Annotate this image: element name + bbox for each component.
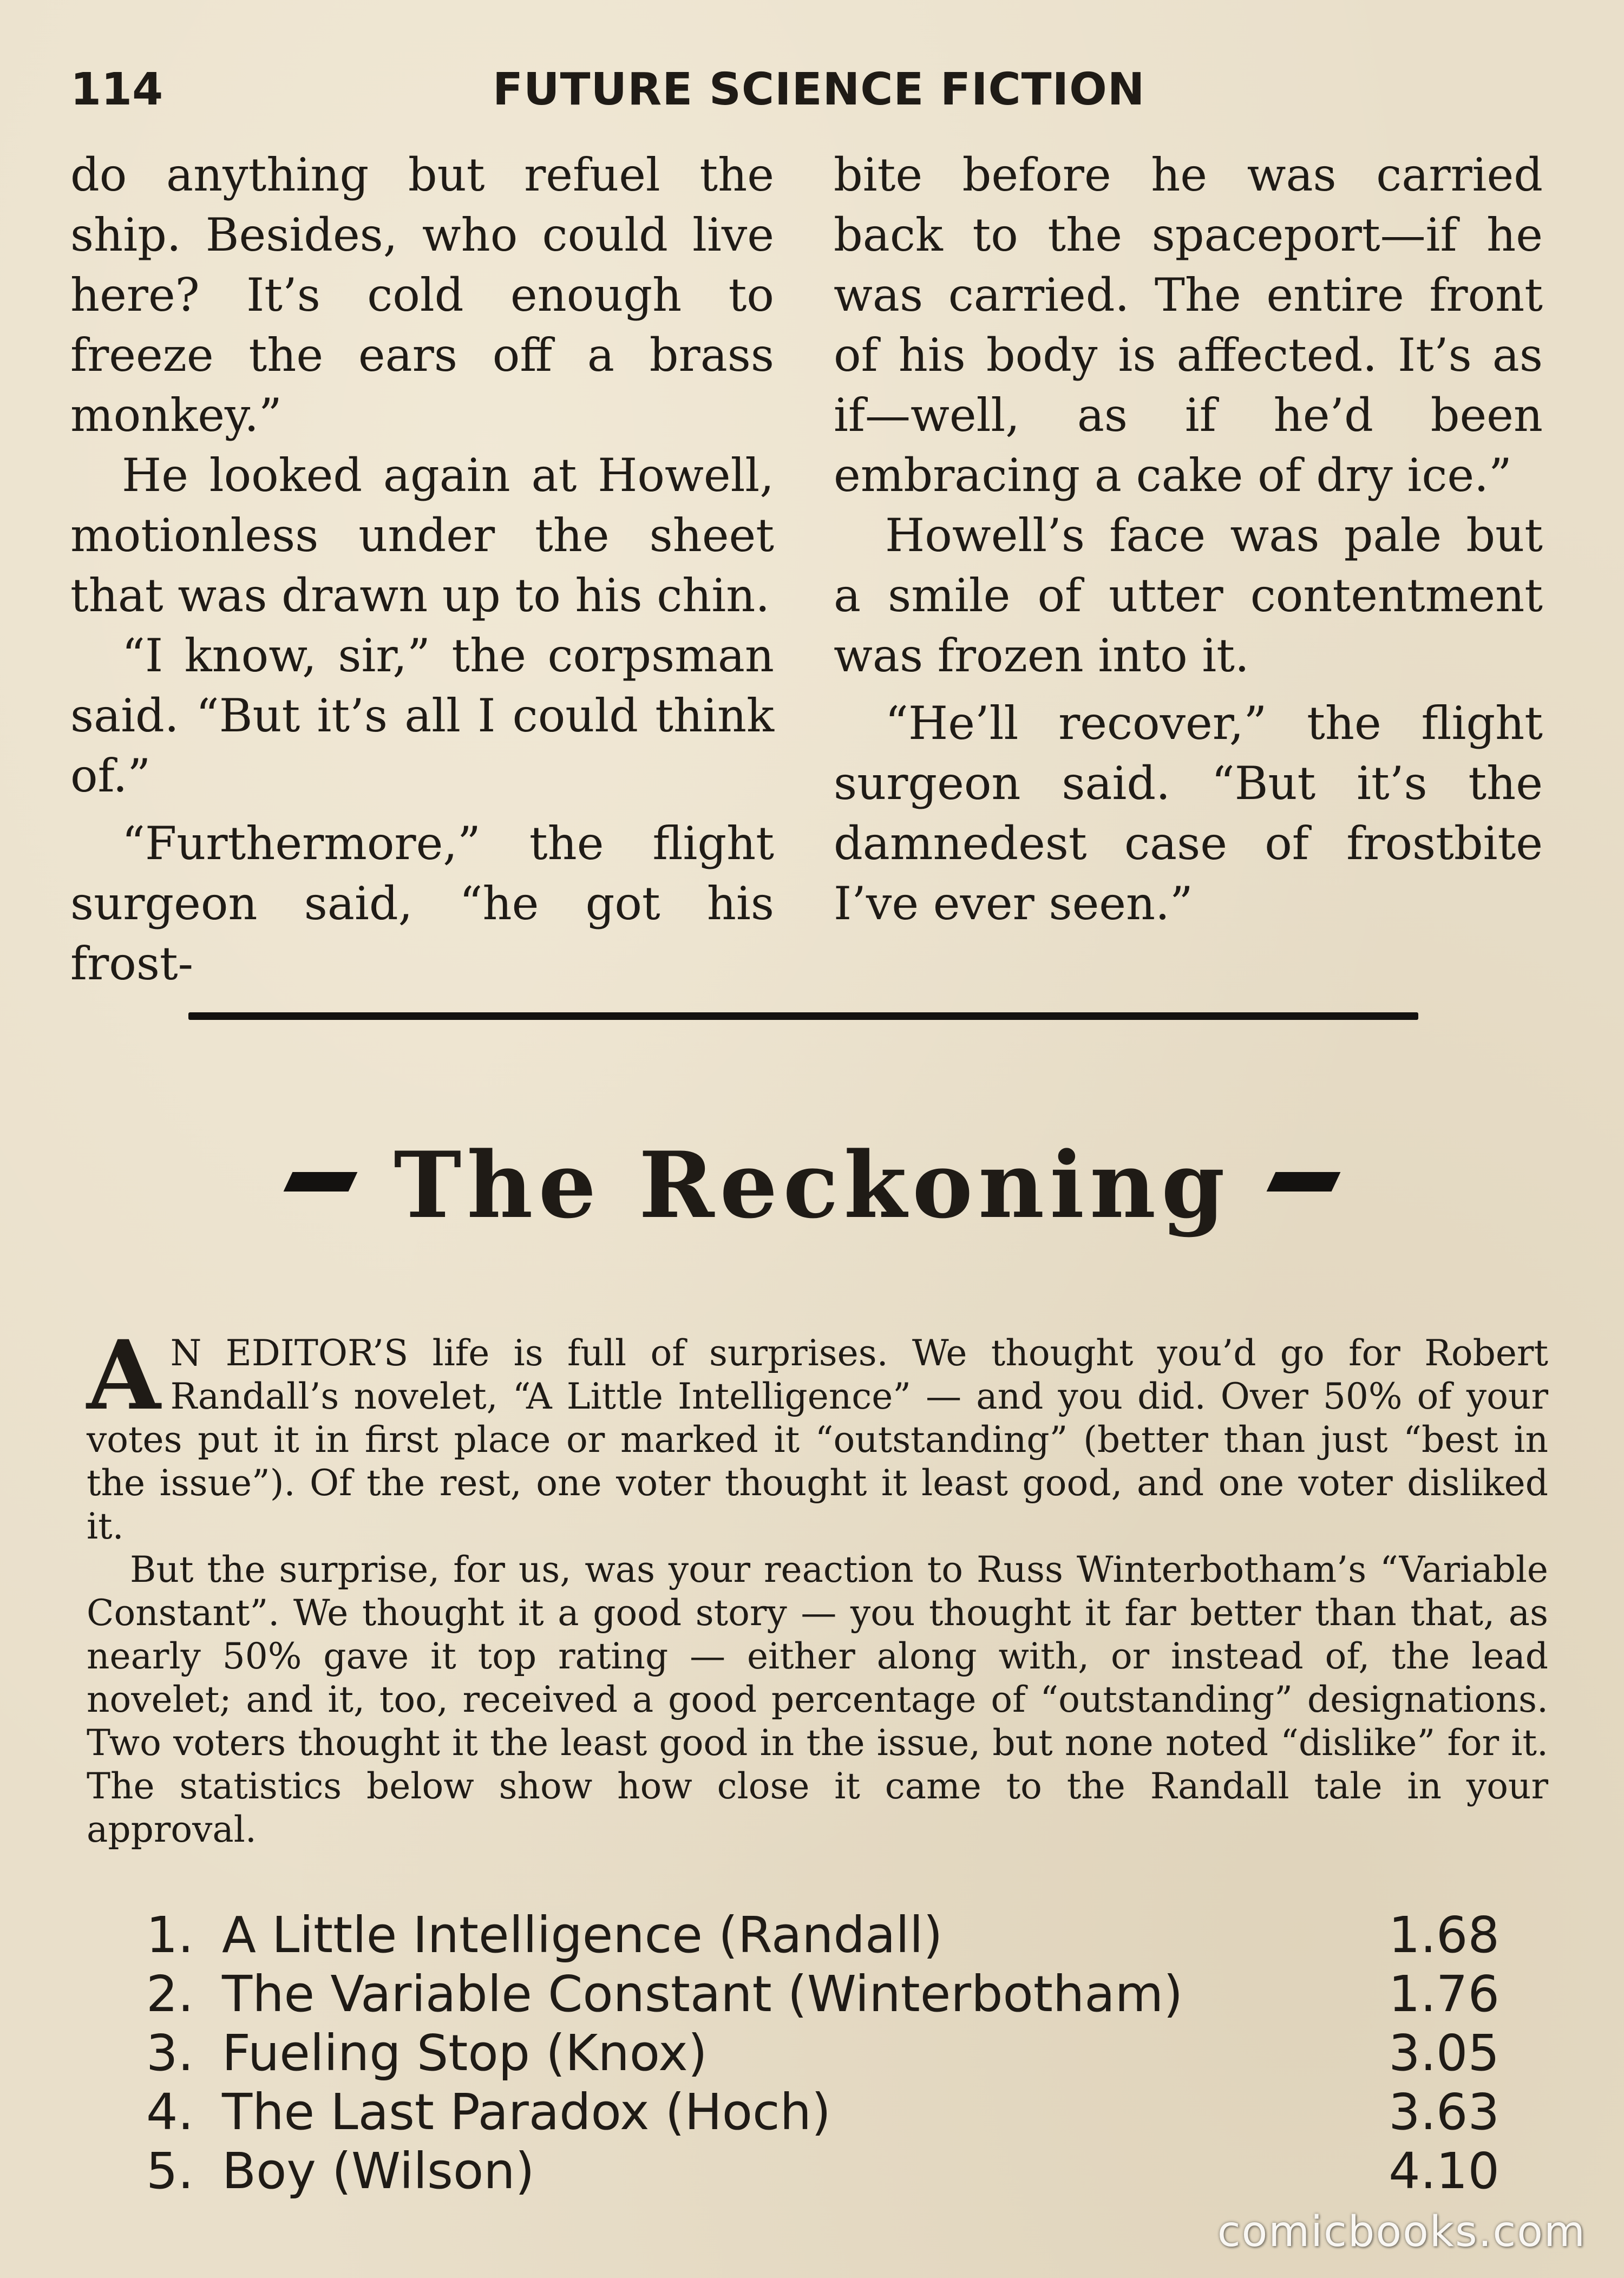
section-heading (0, 1131, 1624, 1239)
rating-rank: 2. (146, 1965, 194, 2023)
page-number: 114 (70, 64, 163, 115)
rating-rank: 1. (146, 1906, 194, 1964)
story-ratings-list (146, 1906, 1499, 2201)
rating-story-title: A Little Intelligence (Randall) (222, 1906, 943, 1964)
story-paragraph: He looked again at Howell, motionless under the sheet that was drawn up to his chin. (70, 449, 774, 622)
rating-story-title: Boy (Wilson) (222, 2142, 535, 2200)
editorial-paragraph: But the surprise, for us, was your reaction to Russ Winterbotham’s “Variable Constant”. We thought it a good story — you thought it far better than that, as nearly 50% gave it top rating — either along with, or instead of, the lead novelet; and it, too, received a good percentage of “outstanding” designations. Two voters thought it the least good in the issue, but none noted “dislike” for it. The statistics below show how close it came to the Randall tale in your approval. (87, 1549, 1548, 1850)
rating-row (146, 1906, 1499, 1965)
rating-score: 1.76 (1389, 1965, 1499, 2023)
rating-story-title: Fueling Stop (Knox) (222, 2024, 708, 2082)
editorial-paragraph-text: N EDITOR’S life is full of surprises. We thought you’d go for Robert Randall’s novelet, “A Little Intelligence” — and you did. Over 50% of your votes put it in first place or marked it “outstanding” (better than just “best in the issue”). Of the rest, one voter thought it least good, and one voter disliked it. (87, 1332, 1548, 1547)
story-paragraph: Howell’s face was pale but a smile of utter contentment was frozen into it. (834, 509, 1543, 682)
left-dash-ornament (284, 1172, 358, 1192)
rating-story-title: The Last Paradox (Hoch) (222, 2083, 831, 2141)
section-title: The Reckoning (394, 1131, 1230, 1239)
story-paragraph: “I know, sir,” the corpsman said. “But it’s all I could think of.” (70, 629, 774, 802)
rating-row (146, 1965, 1499, 2024)
story-left-column (70, 145, 774, 994)
rating-rank: 4. (146, 2083, 194, 2141)
rating-rank: 3. (146, 2024, 194, 2082)
site-watermark: comicbooks.com (1217, 2208, 1586, 2256)
rating-score: 4.10 (1389, 2142, 1499, 2200)
rating-row (146, 2083, 1499, 2142)
rating-row (146, 2024, 1499, 2083)
rating-score: 3.63 (1389, 2083, 1499, 2141)
rating-row (146, 2142, 1499, 2201)
rating-score: 1.68 (1389, 1906, 1499, 1964)
right-dash-ornament (1266, 1172, 1340, 1192)
story-paragraph: “Furthermore,” the flight surgeon said, “he got his frost- (70, 817, 774, 990)
editorial-paragraph (87, 1319, 1548, 1548)
story-paragraph: bite before he was carried back to the spaceport—if he was carried. The entire front of his body is affected. It’s as if—well, as if he’d been embracing a cake of dry ice.” (834, 148, 1543, 502)
rating-story-title: The Variable Constant (Winterbotham) (222, 1965, 1183, 2023)
drop-cap: A (87, 1319, 161, 1431)
rating-rank: 5. (146, 2142, 194, 2200)
editorial-text (87, 1319, 1548, 1851)
rating-score: 3.05 (1389, 2024, 1499, 2082)
story-paragraph: do anything but refuel the ship. Besides, who could live here? It’s cold enough to freeze the ears off a brass monkey.” (70, 148, 774, 442)
story-paragraph: “He’ll recover,” the flight surgeon said. “But it’s the damnedest case of frostbite I’ve ever seen.” (834, 697, 1543, 930)
story-right-column (834, 145, 1543, 934)
running-head: FUTURE SCIENCE FICTION (493, 64, 1145, 115)
section-divider-rule (188, 1012, 1418, 1020)
page-header (70, 64, 1575, 123)
